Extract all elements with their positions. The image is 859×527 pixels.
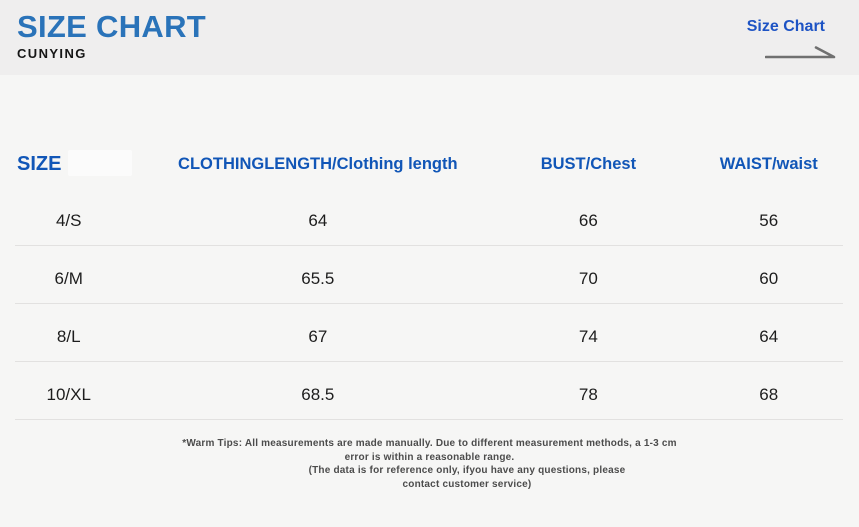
- tips-line-4: contact customer service): [402, 478, 532, 490]
- table-row: [0, 304, 859, 362]
- header-band: [0, 0, 859, 75]
- tips-line-3: (The data is for reference only, ifyou have any questions, please: [308, 465, 626, 476]
- cell-waist: 64: [759, 327, 779, 346]
- arrow-right-icon: [765, 45, 837, 59]
- column-header-size: SIZE: [17, 152, 62, 175]
- table-row: [0, 362, 859, 420]
- size-table-body: [0, 188, 859, 420]
- cell-size: 8/L: [56, 327, 81, 346]
- cell-length: 64: [308, 211, 328, 230]
- cell-waist: 60: [759, 269, 779, 288]
- cell-size: 4/S: [55, 211, 82, 230]
- brand-name: CUNYING: [17, 45, 87, 61]
- tips-line-1: *Warm Tips: All measurements are made manually. Due to different measurement methods, a 1-3 cm: [182, 438, 677, 449]
- cell-bust: 78: [578, 385, 598, 404]
- cell-length: 68.5: [301, 385, 335, 404]
- cell-bust: 66: [578, 211, 598, 230]
- cell-waist: 68: [759, 385, 779, 404]
- cell-waist: 56: [759, 211, 779, 230]
- column-header-bust: BUST/Chest: [540, 154, 637, 173]
- cell-size: 6/M: [54, 269, 83, 288]
- cell-length: 67: [308, 327, 328, 346]
- page-title: SIZE CHART: [17, 9, 206, 44]
- size-chart-link[interactable]: [747, 18, 837, 59]
- cell-bust: 74: [578, 327, 598, 346]
- size-table: [0, 140, 859, 491]
- warm-tips: [0, 437, 859, 491]
- size-chart-link-label[interactable]: Size Chart: [746, 18, 825, 35]
- tips-line-2: error is within a reasonable range.: [344, 451, 515, 463]
- column-header-length: CLOTHINGLENGTH/Clothing length: [178, 154, 458, 173]
- brand-block: [17, 11, 206, 61]
- table-row: [0, 246, 859, 304]
- cell-bust: 70: [578, 269, 598, 288]
- table-row: [0, 188, 859, 246]
- cell-size: 10/XL: [46, 385, 91, 404]
- column-header-waist: WAIST/waist: [719, 154, 818, 173]
- cell-length: 65.5: [301, 269, 335, 288]
- faded-highlight: [68, 150, 132, 176]
- tips-group-2: [0, 464, 859, 491]
